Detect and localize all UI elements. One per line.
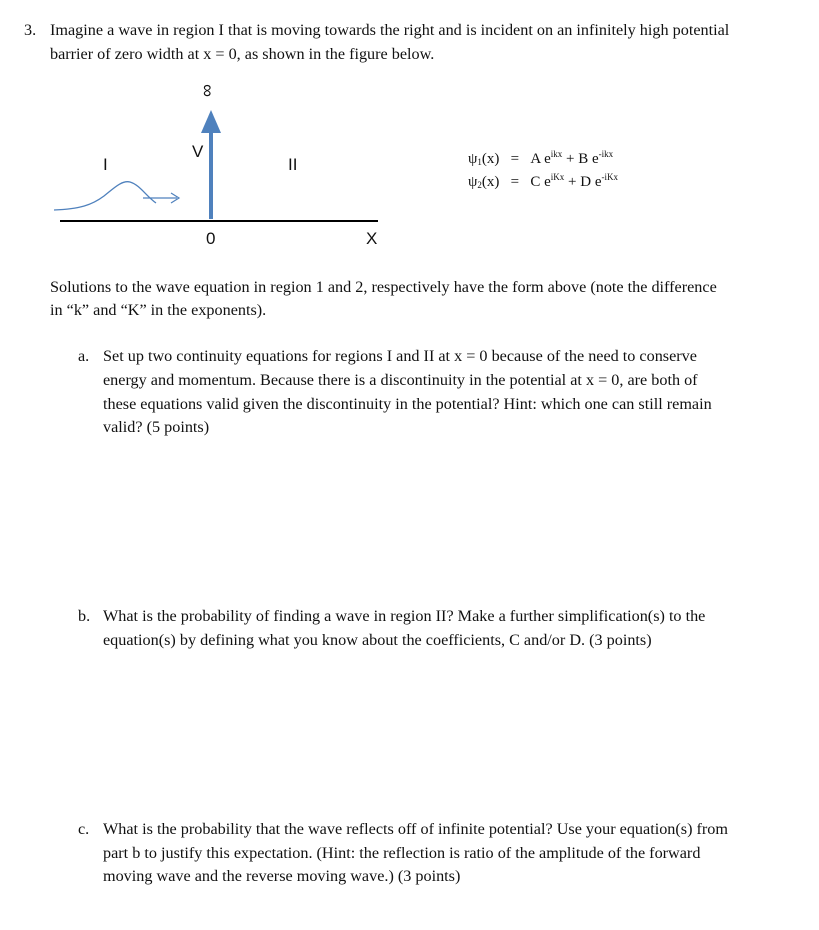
infinity-symbol: ∞ — [197, 84, 218, 97]
equation-psi-1 — [468, 149, 613, 168]
solutions-line-1: Solutions to the wave equation in region 1 and 2, respectively have the form above (note the difference — [50, 278, 717, 296]
solutions-line-2: in “k” and “K” in the exponents). — [50, 301, 267, 319]
equals-sign: = — [510, 174, 520, 190]
exponent-1: ikx — [550, 149, 563, 159]
term-d: + D e — [568, 174, 602, 190]
part-a-line-2: energy and momentum. Because there is a discontinuity in the potential at x = 0, are both of — [103, 371, 698, 389]
part-c-line-2: part b to justify this expectation. (Hint: the reflection is ratio of the amplitude of the forward — [103, 844, 701, 862]
potential-barrier-figure — [0, 0, 819, 260]
part-b-line-2: equation(s) by defining what you know about the coefficients, C and/or D. (3 points) — [103, 631, 652, 649]
barrier-arrowhead — [201, 110, 221, 133]
psi-subscript: 1 — [477, 157, 482, 167]
part-c-label: c. — [78, 820, 90, 838]
part-b-label: b. — [78, 607, 91, 625]
part-a-label: a. — [78, 347, 90, 365]
part-b-line-1: What is the probability of finding a wave in region II? Make a further simplification(s) to the — [103, 607, 706, 625]
figure-graphics — [0, 0, 819, 260]
psi-symbol: ψ — [468, 151, 478, 167]
exponent-2: -ikx — [598, 149, 614, 159]
psi-subscript: 2 — [477, 180, 482, 190]
part-a-line-1: Set up two continuity equations for regions I and II at x = 0 because of the need to conserve — [103, 347, 697, 365]
psi-argument: (x) — [481, 174, 500, 190]
term-c: C e — [530, 174, 551, 190]
intro-line-1: Imagine a wave in region I that is moving towards the right and is incident on an infinitely high potential — [50, 21, 730, 39]
wave-packet — [54, 182, 156, 210]
part-c-line-1: What is the probability that the wave reflects off of infinite potential? Use your equation(s) from — [103, 820, 728, 838]
psi-symbol: ψ — [468, 174, 478, 190]
exponent-2: -iKx — [601, 172, 618, 182]
term-a: A e — [530, 151, 551, 167]
intro-line-2: barrier of zero width at x = 0, as shown in the figure below. — [50, 45, 435, 63]
psi-argument: (x) — [481, 151, 500, 167]
potential-label: V — [192, 142, 204, 161]
part-a-line-3: these equations valid given the discontinuity in the potential? Hint: which one can still remain — [103, 395, 712, 413]
region-2-label: II — [288, 155, 298, 174]
term-b: + B e — [566, 151, 599, 167]
equals-sign: = — [510, 151, 520, 167]
problem-number: 3. — [24, 21, 37, 39]
equation-psi-2 — [468, 172, 618, 191]
part-a-line-4: valid? (5 points) — [103, 418, 210, 436]
region-1-label: I — [103, 155, 108, 174]
exponent-1: iKx — [550, 172, 565, 182]
origin-label: 0 — [206, 229, 216, 248]
x-axis-label: X — [366, 229, 378, 248]
part-c-line-3: moving wave and the reverse moving wave.) (3 points) — [103, 867, 461, 885]
